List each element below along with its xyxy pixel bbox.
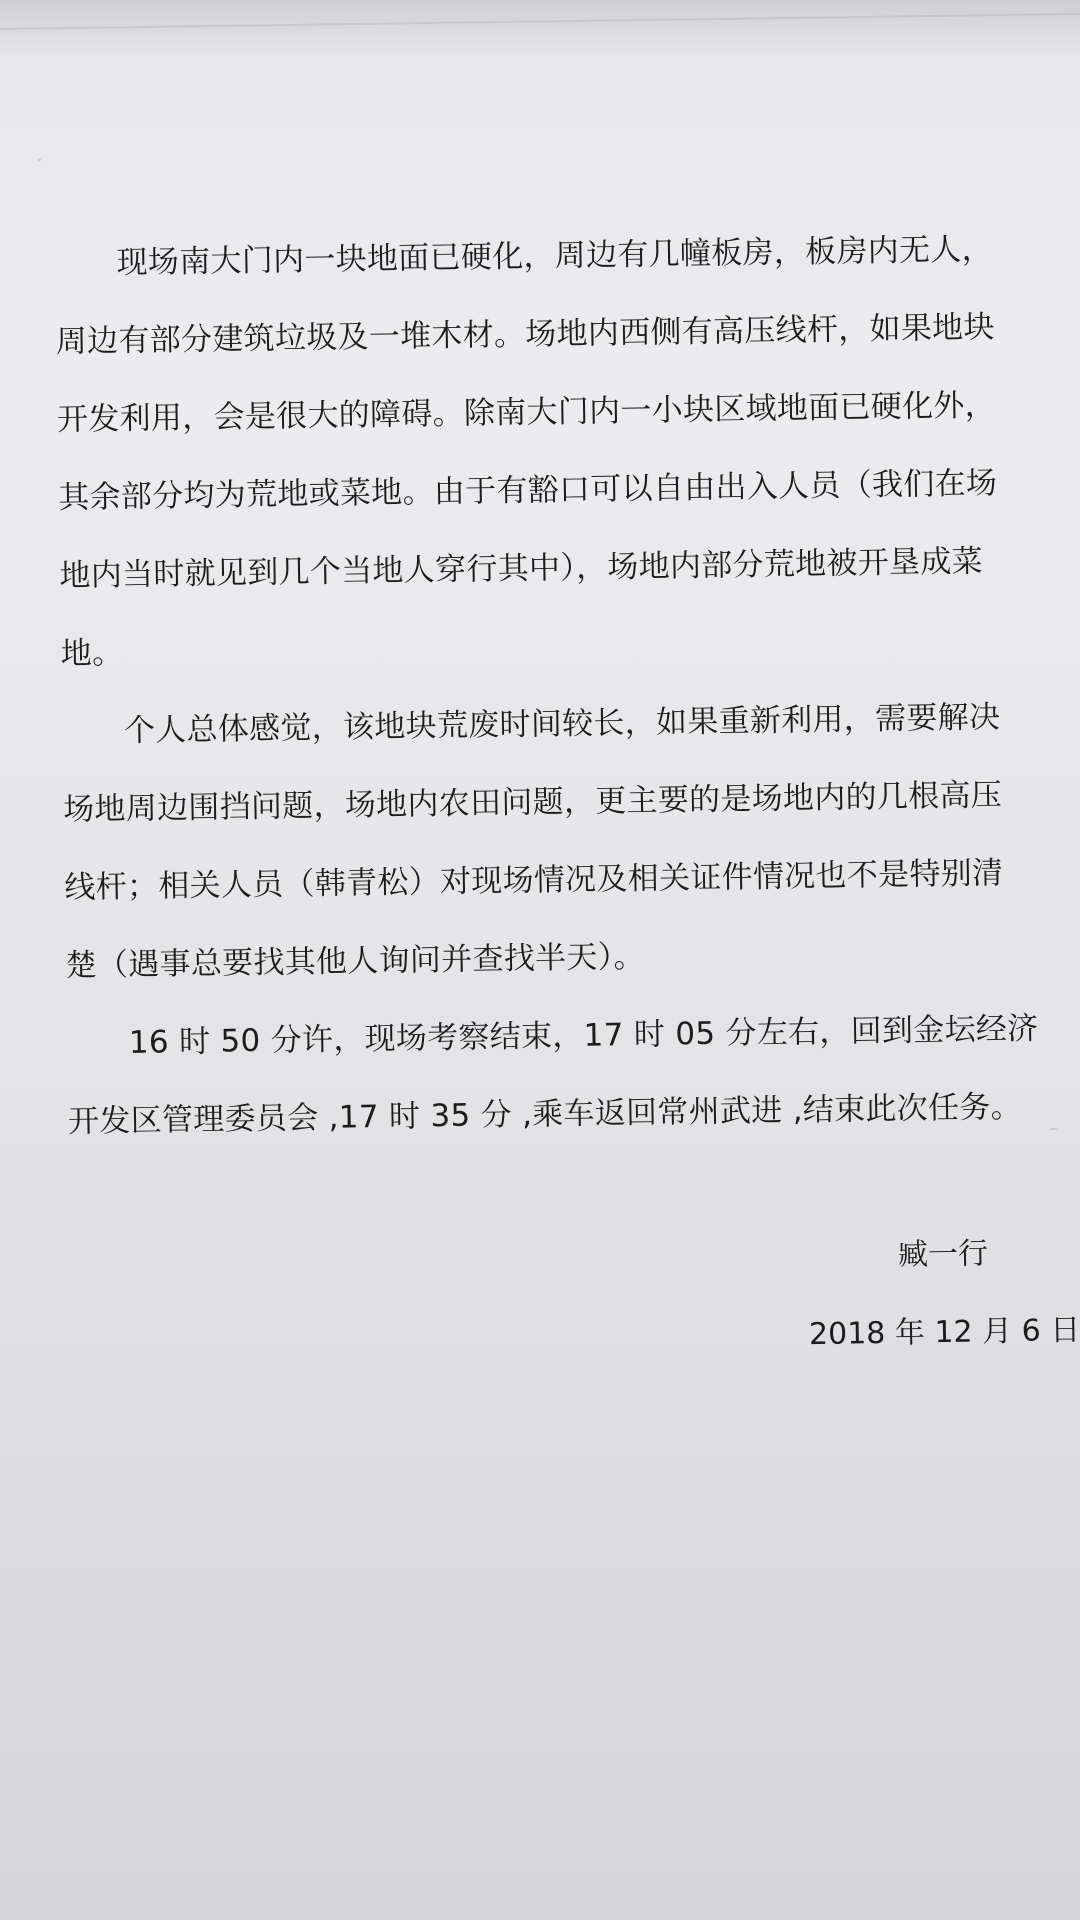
text-line: 16 时 50 分许，现场考察结束，17 时 05 分左右，回到金坛经济 (128, 1010, 1039, 1061)
paragraph-site-condition (54, 210, 1046, 693)
text-line: 其余部分均为荒地或菜地。由于有豁口可以自由出入人员（我们在场 (58, 465, 998, 516)
paragraph-closing-schedule (66, 989, 1053, 1160)
text-line: 周边有部分建筑垃圾及一堆木材。场地内西侧有高压线杆，如果地块 (55, 309, 996, 360)
text-line: 开发利用，会是很大的障碍。除南大门内一小块区域地面已硬化外， (56, 387, 997, 438)
page-top-shadow (0, 0, 1080, 58)
paragraph-overall-impression (61, 677, 1051, 1004)
paper-speck (38, 158, 41, 161)
document-date: 2018 年 12 月 6 日 (808, 1312, 1080, 1353)
text-line: 开发区管理委员会 ,17 时 35 分 ,乘车返回常州武进 ,结束此次任务。 (67, 1088, 1023, 1140)
text-line: 场地周边围挡问题，场地内农田问题，更主要的是场地内的几根高压 (62, 777, 1003, 828)
text-line: 线杆；相关人员（韩青松）对现场情况及相关证件情况也不是特别清 (64, 855, 1004, 906)
text-line: 现场南大门内一块地面已硬化，周边有几幢板房，板房内无人， (116, 231, 994, 282)
document-body (54, 210, 1054, 1161)
text-line: 地内当时就见到几个当地人穿行其中），场地内部分荒地被开垦成菜 (59, 543, 984, 594)
author-signature: 臧一行 (897, 1236, 989, 1273)
text-line: 楚（遇事总要找其他人询问并查找半天）。 (65, 938, 646, 984)
paper-speck (1050, 1128, 1057, 1130)
text-line: 地。 (60, 634, 124, 672)
text-line: 个人总体感觉，该地块荒废时间较长，如果重新利用，需要解决 (123, 699, 1001, 749)
